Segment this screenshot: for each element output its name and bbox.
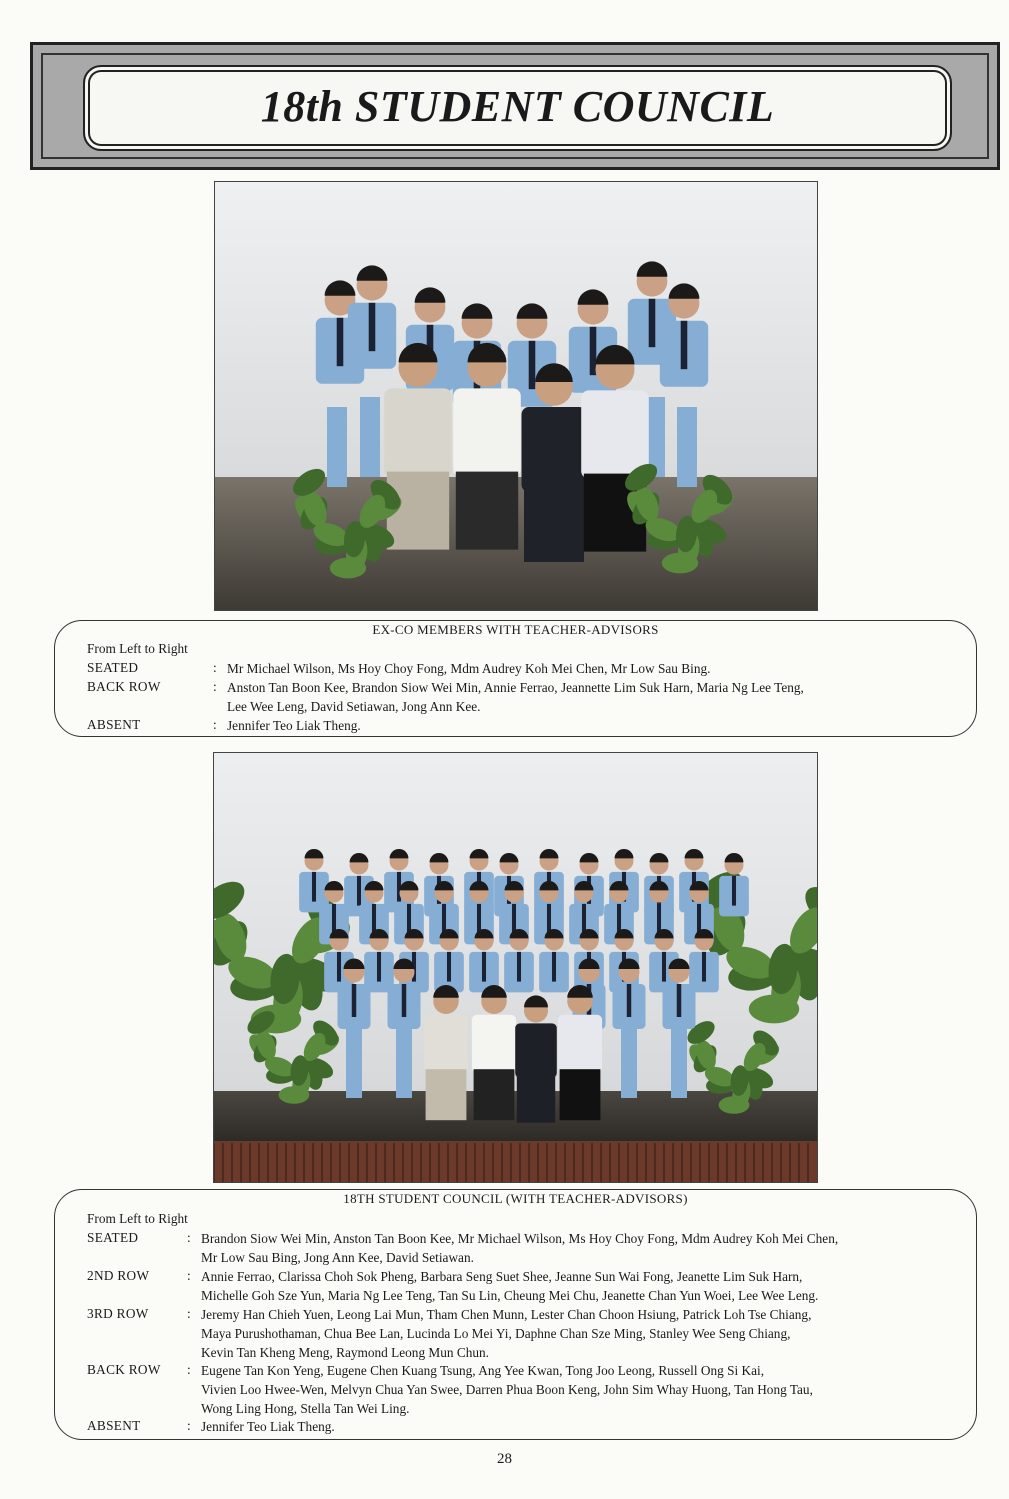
row-label-absent: ABSENT (87, 1418, 141, 1433)
from-left-label: From Left to Right (87, 1211, 188, 1226)
row-names-seated: Brandon Siow Wei Min, Anston Tan Boon Kee, Mr Michael Wilson, Ms Hoy Choy Fong, Mdm Audrey Koh Mei Chen, Mr Low Sau Bing, Jong Ann Kee, David Setiawan. (201, 1231, 839, 1265)
title-banner (30, 42, 1000, 170)
colon: : (213, 679, 217, 694)
row-label-3rd-row: 3RD ROW (87, 1306, 149, 1321)
colon: : (187, 1230, 191, 1245)
row-label-absent: ABSENT (87, 717, 141, 732)
banner-plate (83, 65, 952, 151)
row-label-seated: SEATED (87, 1230, 139, 1245)
row-names-2nd-row: Annie Ferrao, Clarissa Choh Sok Pheng, Barbara Seng Suet Shee, Jeanne Sun Wai Fong, Jeanette Lim Suk Harn, Michelle Goh Sze Yun, Maria Ng Lee Teng, Tan Su Lin, Cheung Mei Chu, Jeanette Chan Yun Woei, Lee Wee Leng. (201, 1269, 819, 1303)
row-names-seated: Mr Michael Wilson, Ms Hoy Choy Fong, Mdm Audrey Koh Mei Chen, Mr Low Sau Bing. (227, 661, 711, 676)
colon: : (187, 1268, 191, 1283)
row-label-seated: SEATED (87, 660, 139, 675)
row-names-absent: Jennifer Teo Liak Theng. (201, 1419, 335, 1434)
page-number: 28 (497, 1451, 512, 1467)
row-label-2nd-row: 2ND ROW (87, 1268, 150, 1283)
colon: : (213, 717, 217, 732)
colon: : (187, 1418, 191, 1433)
from-left-label: From Left to Right (87, 641, 188, 656)
row-names-back-row: Anston Tan Boon Kee, Brandon Siow Wei Min, Annie Ferrao, Jeannette Lim Suk Harn, Maria Ng Lee Teng, Lee Wee Leng, David Setiawan, Jong Ann Kee. (227, 680, 804, 714)
row-label-back-row: BACK ROW (87, 679, 161, 694)
row-names-3rd-row: Jeremy Han Chieh Yuen, Leong Lai Mun, Tham Chen Munn, Lester Chan Choon Hsiung, Patrick Loh Tse Chiang, Maya Purushothaman, Chua Bee Lan, Lucinda Lo Mei Yi, Daphne Chan Sze Ming, Stanley Wee Seng Chiang, Kevin Tan Kheng Meng, Raymond Leong Mun Chun. (201, 1307, 812, 1360)
exco-group-photo (214, 181, 818, 611)
colon: : (213, 660, 217, 675)
full-council-group-photo (213, 752, 818, 1183)
page-title: 18th STUDENT COUNCIL (260, 82, 775, 131)
colon: : (187, 1306, 191, 1321)
colon: : (187, 1362, 191, 1377)
caption-title: 18TH STUDENT COUNCIL (WITH TEACHER-ADVISORS) (343, 1191, 688, 1206)
exco-caption-box (54, 620, 977, 737)
caption-title: EX-CO MEMBERS WITH TEACHER-ADVISORS (372, 622, 659, 637)
council-caption-box (54, 1189, 977, 1440)
row-names-absent: Jennifer Teo Liak Theng. (227, 718, 361, 733)
row-label-back-row: BACK ROW (87, 1362, 161, 1377)
row-names-back-row: Eugene Tan Kon Yeng, Eugene Chen Kuang Tsung, Ang Yee Kwan, Tong Joo Leong, Russell Ong Si Kai, Vivien Loo Hwee-Wen, Melvyn Chua Yan Swee, Darren Phua Boon Keng, John Sim Whay Huong, Tan Hong Tau, Wong Ling Hong, Stella Tan Wei Ling. (201, 1363, 813, 1416)
